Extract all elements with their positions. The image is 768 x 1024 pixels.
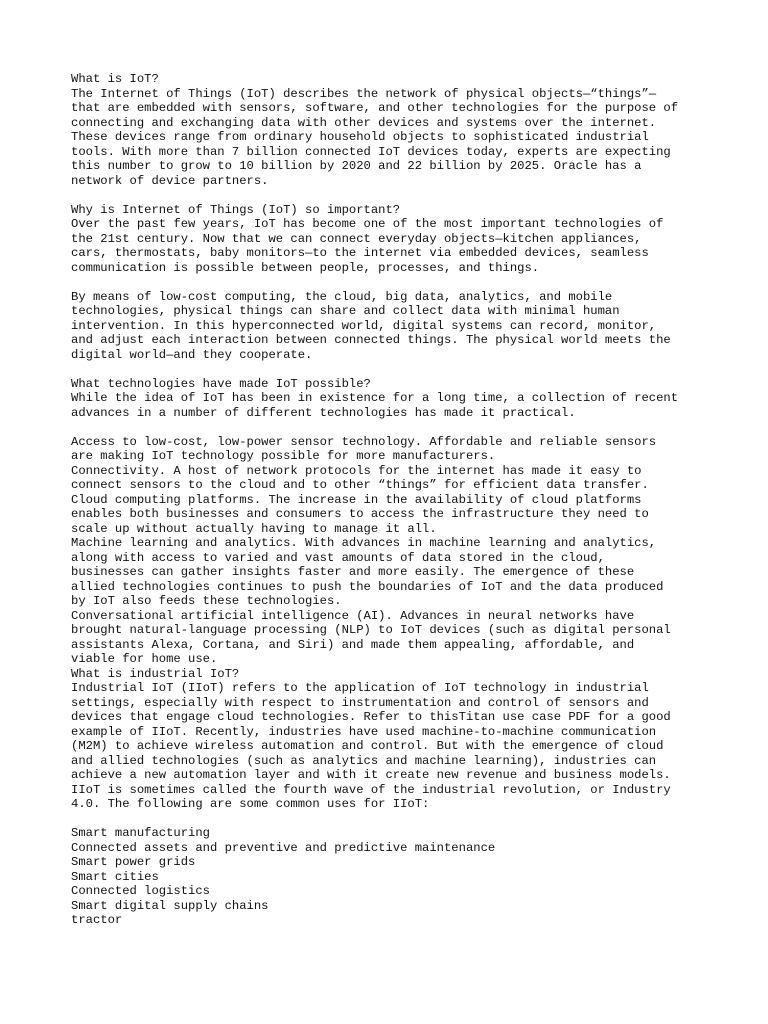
text-line: this number to grow to 10 billion by 2020 and 22 billion by 2025. Oracle has a <box>71 159 642 173</box>
text-line: Machine learning and analytics. With advances in machine learning and analytics, <box>71 536 657 550</box>
text-line: What technologies have made IoT possible? <box>71 376 371 391</box>
text-line: and adjust each interaction between connected things. The physical world meets the <box>71 333 671 347</box>
text-line: devices that engage cloud technologies. Refer to thisTitan use case PDF for a good <box>71 710 671 724</box>
blank-line <box>71 275 731 290</box>
text-line: Conversational artificial intelligence (AI). Advances in neural networks have <box>71 608 635 623</box>
text-line: assistants Alexa, Cortana, and Siri) and made them appealing, affordable, and <box>71 637 635 652</box>
text-line: network of device partners. <box>71 173 269 188</box>
text-line: Smart power grids <box>71 855 196 869</box>
text-line: advances in a number of different technologies has made it practical. <box>71 405 576 420</box>
text-line: IIoT is sometimes called the fourth wave of the industrial revolution, or Industry <box>71 782 671 797</box>
text-line: viable for home use. <box>71 652 218 666</box>
text-line: are making IoT technology possible for more manufacturers. <box>71 449 496 463</box>
text-line: communication is possible between people, processes, and things. <box>71 260 540 275</box>
text-line: allied technologies continues to push the boundaries of IoT and the data produced <box>71 579 664 594</box>
text-line: While the idea of IoT has been in existence for a long time, a collection of recent <box>71 391 679 405</box>
blank-line <box>71 420 731 435</box>
text-line: technologies, physical things can share and collect data with minimal human <box>71 304 620 318</box>
text-line: Cloud computing platforms. The increase in the availability of cloud platforms <box>71 492 642 507</box>
text-line: connect sensors to the cloud and to other “things” for efficient data transfer. <box>71 478 649 492</box>
text-line: the 21st century. Now that we can connect everyday objects—kitchen appliances, <box>71 231 642 246</box>
document-body <box>71 72 731 928</box>
text-line: digital world—and they cooperate. <box>71 347 313 362</box>
text-line: enables both businesses and consumers to access the infrastructure they need to <box>71 507 649 521</box>
text-line: cars, thermostats, baby monitors—to the internet via embedded devices, seamless <box>71 246 649 260</box>
text-line: scale up without actually having to manage it all. <box>71 521 437 536</box>
blank-line <box>71 188 731 203</box>
text-line: achieve a new automation layer and with it create new revenue and business models. <box>71 768 671 782</box>
text-line: By means of low-cost computing, the cloud, big data, analytics, and mobile <box>71 289 613 304</box>
text-line: Connected assets and preventive and predictive maintenance <box>71 840 496 855</box>
blank-line <box>71 812 731 827</box>
text-line: brought natural-language processing (NLP) to IoT devices (such as digital personal <box>71 623 671 637</box>
blank-line <box>71 362 731 377</box>
text-line: Smart digital supply chains <box>71 898 269 913</box>
text-line: Access to low-cost, low-power sensor technology. Affordable and reliable sensors <box>71 434 657 449</box>
text-line: These devices range from ordinary household objects to sophisticated industrial <box>71 130 649 144</box>
text-line: Over the past few years, IoT has become one of the most important technologies of <box>71 217 664 231</box>
text-line: along with access to varied and vast amounts of data stored in the cloud, <box>71 550 605 565</box>
text-line: What is industrial IoT? <box>71 666 240 681</box>
text-line: Why is Internet of Things (IoT) so important? <box>71 202 401 217</box>
text-line: and allied technologies (such as analytics and machine learning), industries can <box>71 753 657 768</box>
text-line: The Internet of Things (IoT) describes the network of physical objects—“things”— <box>71 86 657 101</box>
text-line: (M2M) to achieve wireless automation and control. But with the emergence of cloud <box>71 739 664 753</box>
text-line: 4.0. The following are some common uses for IIoT: <box>71 797 430 811</box>
text-line: Industrial IoT (IIoT) refers to the application of IoT technology in industrial <box>71 681 649 695</box>
text-line: Smart manufacturing <box>71 826 210 840</box>
text-line: tractor <box>71 913 123 927</box>
text-line: by IoT also feeds these technologies. <box>71 594 342 608</box>
text-line: Smart cities <box>71 869 159 884</box>
text-line: What is IoT? <box>71 72 159 86</box>
text-line: settings, especially with respect to instrumentation and control of sensors and <box>71 695 649 710</box>
text-line: example of IIoT. Recently, industries have used machine-to-machine communication <box>71 724 657 739</box>
text-line: tools. With more than 7 billion connected IoT devices today, experts are expecting <box>71 144 671 159</box>
text-line: businesses can gather insights faster and more easily. The emergence of these <box>71 565 635 579</box>
text-line: that are embedded with sensors, software, and other technologies for the purpose of <box>71 101 679 115</box>
text-line: connecting and exchanging data with other devices and systems over the internet. <box>71 115 657 130</box>
text-line: Connected logistics <box>71 884 210 898</box>
text-line: intervention. In this hyperconnected world, digital systems can record, monitor, <box>71 318 657 333</box>
text-line: Connectivity. A host of network protocols for the internet has made it easy to <box>71 463 642 478</box>
